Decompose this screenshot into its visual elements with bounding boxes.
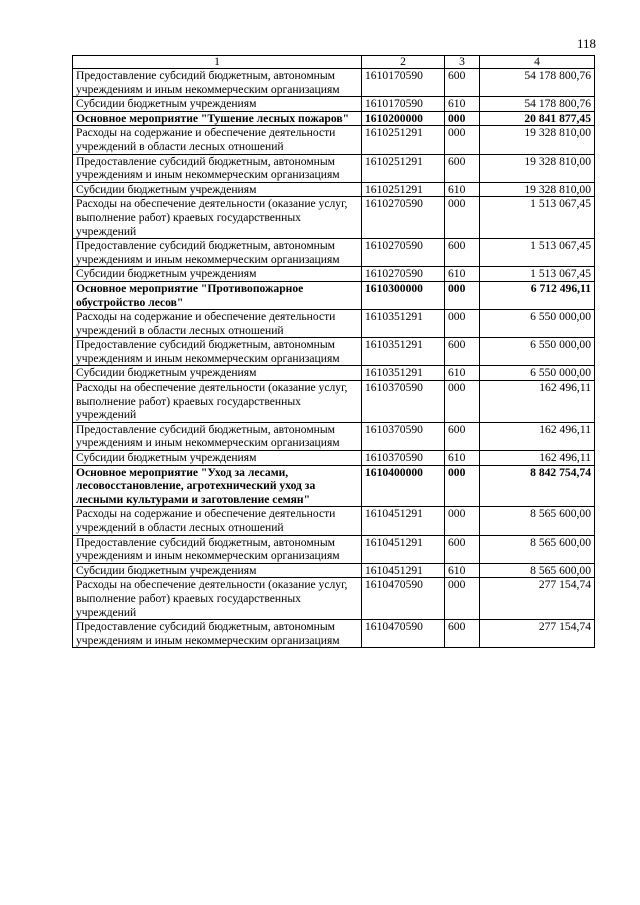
row-type-cell: 600 <box>445 620 480 648</box>
row-code-cell: 1610351291 <box>362 366 445 381</box>
row-type-cell: 000 <box>445 507 480 535</box>
table-row <box>73 182 595 197</box>
column-header-code: 2 <box>362 56 445 69</box>
row-type-cell: 000 <box>445 111 480 126</box>
row-amount-cell: 162 496,11 <box>480 381 595 423</box>
table-row <box>73 451 595 466</box>
table-row <box>73 267 595 282</box>
row-code-cell: 1610351291 <box>362 338 445 366</box>
row-amount-cell: 277 154,74 <box>480 578 595 620</box>
row-amount-cell: 6 550 000,00 <box>480 338 595 366</box>
row-amount-cell: 8 565 600,00 <box>480 535 595 563</box>
row-amount-cell: 8 565 600,00 <box>480 507 595 535</box>
row-name-cell: Предоставление субсидий бюджетным, автономным учреждениям и иным некоммерческим организациям <box>73 154 362 182</box>
row-code-cell: 1610251291 <box>362 154 445 182</box>
row-code-cell: 1610251291 <box>362 126 445 154</box>
table-row <box>73 563 595 578</box>
row-amount-cell: 19 328 810,00 <box>480 182 595 197</box>
row-type-cell: 610 <box>445 366 480 381</box>
table-row <box>73 465 595 507</box>
row-amount-cell: 162 496,11 <box>480 451 595 466</box>
row-code-cell: 1610270590 <box>362 267 445 282</box>
row-code-cell: 1610251291 <box>362 182 445 197</box>
row-type-cell: 610 <box>445 97 480 112</box>
row-code-cell: 1610400000 <box>362 465 445 507</box>
row-name-cell: Расходы на обеспечение деятельности (оказание услуг, выполнение работ) краевых государственных учреждений <box>73 381 362 423</box>
row-amount-cell: 54 178 800,76 <box>480 69 595 97</box>
row-name-cell: Расходы на содержание и обеспечение деятельности учреждений в области лесных отношений <box>73 310 362 338</box>
row-type-cell: 000 <box>445 126 480 154</box>
row-code-cell: 1610200000 <box>362 111 445 126</box>
row-amount-cell: 8 842 754,74 <box>480 465 595 507</box>
row-type-cell: 000 <box>445 578 480 620</box>
row-type-cell: 000 <box>445 281 480 309</box>
row-name-cell: Предоставление субсидий бюджетным, автономным учреждениям и иным некоммерческим организациям <box>73 239 362 267</box>
row-name-cell: Основное мероприятие "Противопожарное обустройство лесов" <box>73 281 362 309</box>
table-row <box>73 422 595 450</box>
row-name-cell: Расходы на обеспечение деятельности (оказание услуг, выполнение работ) краевых государственных учреждений <box>73 578 362 620</box>
row-name-cell: Расходы на содержание и обеспечение деятельности учреждений в области лесных отношений <box>73 126 362 154</box>
row-type-cell: 600 <box>445 338 480 366</box>
page-number: 118 <box>576 36 596 51</box>
column-header-name: 1 <box>73 56 362 69</box>
row-amount-cell: 6 712 496,11 <box>480 281 595 309</box>
row-code-cell: 1610170590 <box>362 69 445 97</box>
row-type-cell: 610 <box>445 267 480 282</box>
row-name-cell: Субсидии бюджетным учреждениям <box>73 366 362 381</box>
row-code-cell: 1610451291 <box>362 563 445 578</box>
row-name-cell: Предоставление субсидий бюджетным, автономным учреждениям и иным некоммерческим организациям <box>73 338 362 366</box>
row-amount-cell: 8 565 600,00 <box>480 563 595 578</box>
row-amount-cell: 277 154,74 <box>480 620 595 648</box>
row-code-cell: 1610470590 <box>362 620 445 648</box>
row-name-cell: Основное мероприятие "Тушение лесных пожаров" <box>73 111 362 126</box>
row-amount-cell: 162 496,11 <box>480 422 595 450</box>
table-row <box>73 578 595 620</box>
row-name-cell: Субсидии бюджетным учреждениям <box>73 97 362 112</box>
row-name-cell: Предоставление субсидий бюджетным, автономным учреждениям и иным некоммерческим организациям <box>73 422 362 450</box>
row-code-cell: 1610351291 <box>362 310 445 338</box>
table-row <box>73 69 595 97</box>
row-name-cell: Расходы на обеспечение деятельности (оказание услуг, выполнение работ) краевых государственных учреждений <box>73 197 362 239</box>
table-row <box>73 507 595 535</box>
row-type-cell: 610 <box>445 451 480 466</box>
budget-table <box>72 55 595 648</box>
row-amount-cell: 1 513 067,45 <box>480 267 595 282</box>
table-row <box>73 310 595 338</box>
row-code-cell: 1610370590 <box>362 422 445 450</box>
row-name-cell: Субсидии бюджетным учреждениям <box>73 451 362 466</box>
row-name-cell: Предоставление субсидий бюджетным, автономным учреждениям и иным некоммерческим организациям <box>73 620 362 648</box>
row-name-cell: Субсидии бюджетным учреждениям <box>73 267 362 282</box>
row-amount-cell: 6 550 000,00 <box>480 366 595 381</box>
row-type-cell: 000 <box>445 310 480 338</box>
row-type-cell: 610 <box>445 563 480 578</box>
row-code-cell: 1610370590 <box>362 381 445 423</box>
row-type-cell: 610 <box>445 182 480 197</box>
row-amount-cell: 19 328 810,00 <box>480 126 595 154</box>
row-type-cell: 600 <box>445 535 480 563</box>
row-type-cell: 600 <box>445 422 480 450</box>
row-name-cell: Субсидии бюджетным учреждениям <box>73 563 362 578</box>
row-code-cell: 1610170590 <box>362 97 445 112</box>
row-type-cell: 000 <box>445 197 480 239</box>
row-code-cell: 1610470590 <box>362 578 445 620</box>
row-code-cell: 1610451291 <box>362 507 445 535</box>
table-row <box>73 381 595 423</box>
table-row <box>73 239 595 267</box>
row-type-cell: 000 <box>445 381 480 423</box>
table-row <box>73 111 595 126</box>
table-body <box>73 69 595 648</box>
row-amount-cell: 20 841 877,45 <box>480 111 595 126</box>
table-row <box>73 97 595 112</box>
table-row <box>73 126 595 154</box>
row-name-cell: Расходы на содержание и обеспечение деятельности учреждений в области лесных отношений <box>73 507 362 535</box>
column-header-amount: 4 <box>480 56 595 69</box>
row-type-cell: 600 <box>445 154 480 182</box>
row-code-cell: 1610270590 <box>362 197 445 239</box>
row-code-cell: 1610451291 <box>362 535 445 563</box>
row-name-cell: Предоставление субсидий бюджетным, автономным учреждениям и иным некоммерческим организациям <box>73 69 362 97</box>
row-amount-cell: 1 513 067,45 <box>480 197 595 239</box>
table-header-row <box>73 56 595 69</box>
row-amount-cell: 54 178 800,76 <box>480 97 595 112</box>
row-amount-cell: 6 550 000,00 <box>480 310 595 338</box>
table-row <box>73 535 595 563</box>
table-row <box>73 620 595 648</box>
row-code-cell: 1610370590 <box>362 451 445 466</box>
table-row <box>73 366 595 381</box>
table-row <box>73 281 595 309</box>
row-amount-cell: 1 513 067,45 <box>480 239 595 267</box>
row-name-cell: Субсидии бюджетным учреждениям <box>73 182 362 197</box>
row-amount-cell: 19 328 810,00 <box>480 154 595 182</box>
row-code-cell: 1610300000 <box>362 281 445 309</box>
row-type-cell: 600 <box>445 239 480 267</box>
column-header-type: 3 <box>445 56 480 69</box>
row-name-cell: Предоставление субсидий бюджетным, автономным учреждениям и иным некоммерческим организациям <box>73 535 362 563</box>
row-code-cell: 1610270590 <box>362 239 445 267</box>
row-type-cell: 600 <box>445 69 480 97</box>
table-row <box>73 338 595 366</box>
row-type-cell: 000 <box>445 465 480 507</box>
table-row <box>73 154 595 182</box>
row-name-cell: Основное мероприятие "Уход за лесами, лесовосстановление, агротехнический уход за лесными культурами и заготовление семян" <box>73 465 362 507</box>
table-row <box>73 197 595 239</box>
